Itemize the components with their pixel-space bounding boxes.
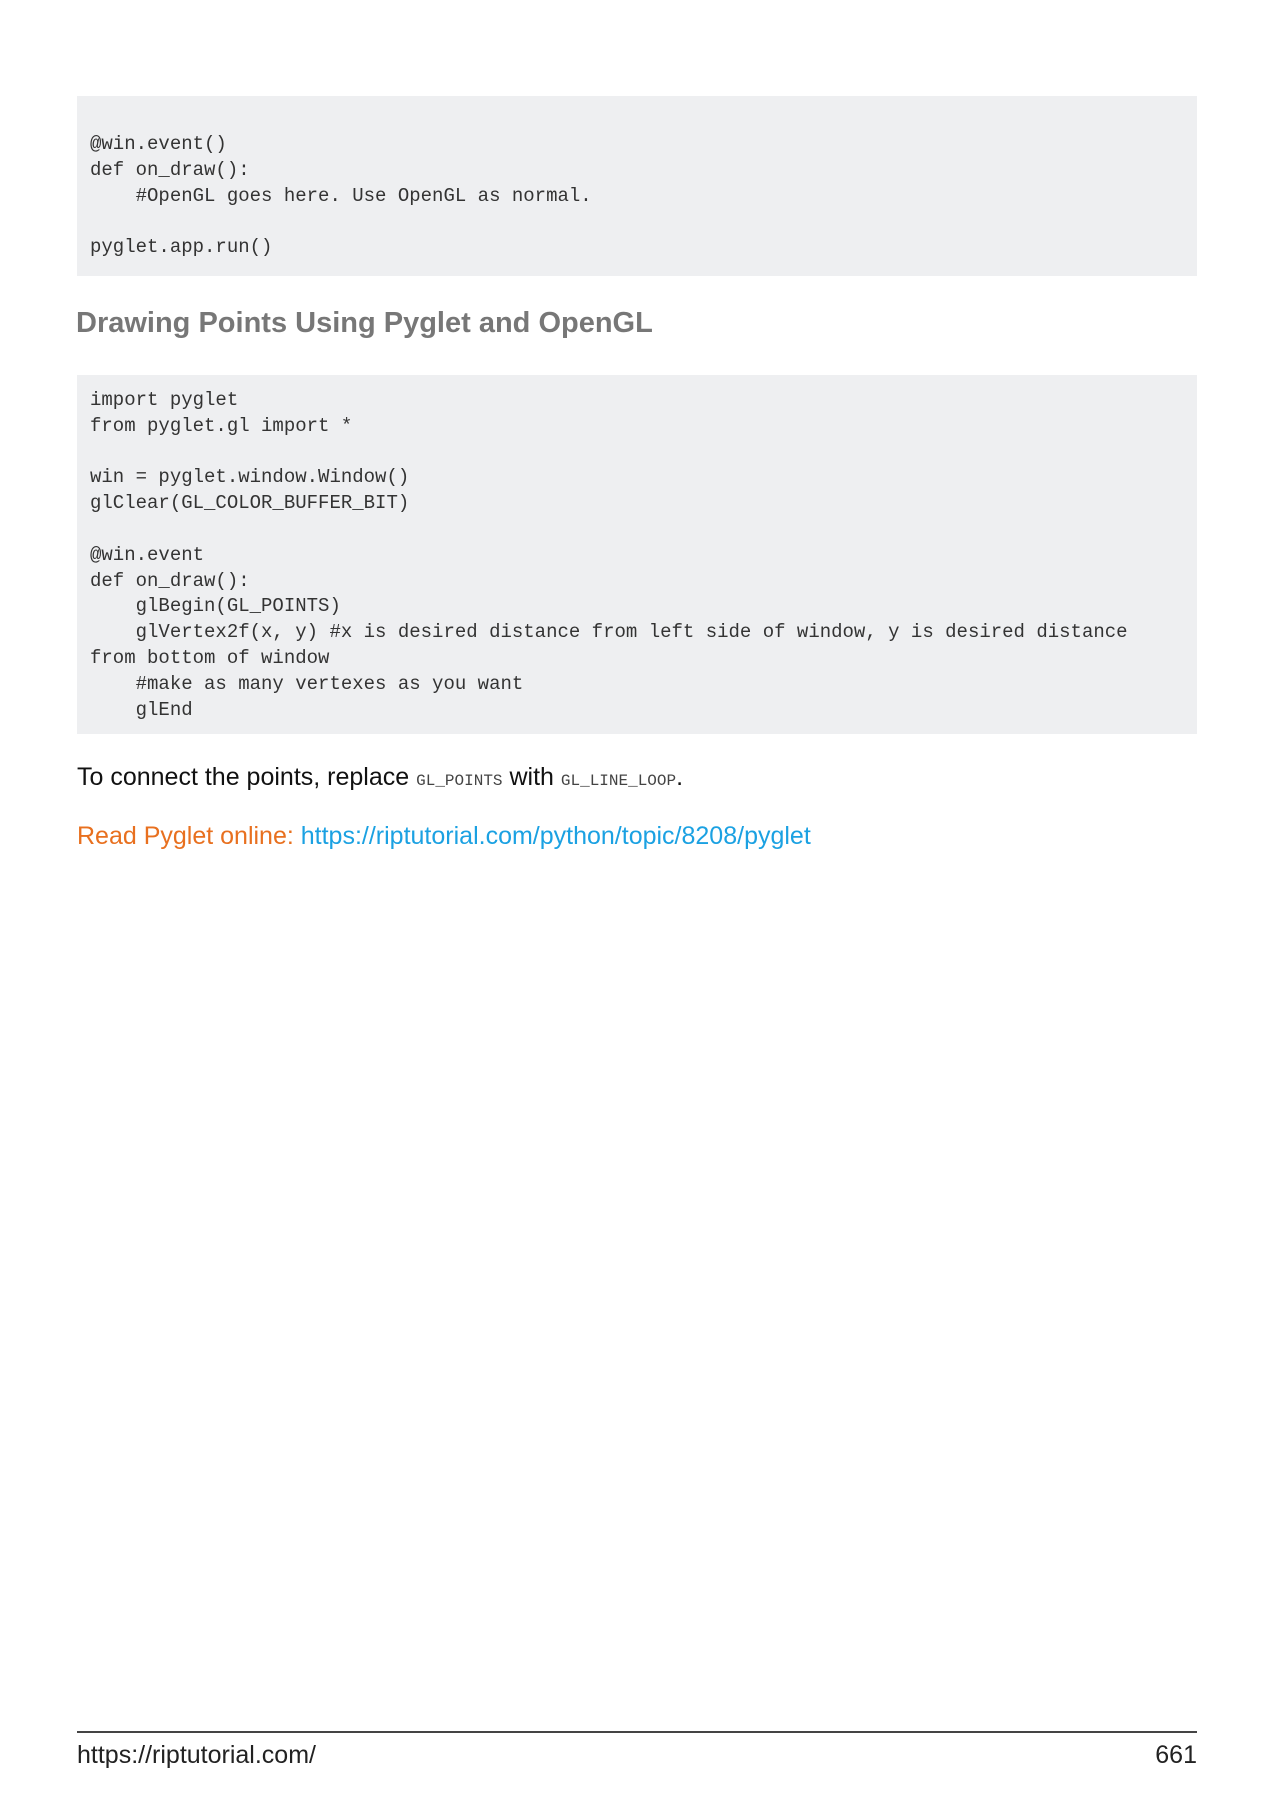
code-line (90, 209, 1184, 235)
paragraph-text: To connect the points, replace (77, 763, 417, 791)
code-line: pyglet.app.run() (90, 236, 273, 259)
code-line (90, 440, 1184, 466)
page-footer (77, 1740, 1197, 1770)
inline-code-gl-line-loop: GL_LINE_LOOP (560, 772, 677, 790)
code-line: def on_draw(): (90, 158, 250, 181)
read-online-label: Read Pyglet online: (77, 822, 301, 850)
code-listing (90, 388, 1184, 723)
read-online-line (77, 821, 811, 851)
code-line: glBegin(GL_POINTS) (90, 595, 341, 618)
code-line: def on_draw(): (90, 569, 250, 592)
code-block-drawing-points (77, 375, 1197, 734)
inline-code-gl-points: GL_POINTS (416, 772, 503, 790)
code-line: #OpenGL goes here. Use OpenGL as normal. (90, 184, 592, 207)
code-line: win = pyglet.window.Window() (90, 466, 410, 489)
page-number: 661 (1155, 1741, 1197, 1769)
code-line: @win.event() (90, 133, 227, 155)
code-line: @win.event (90, 543, 205, 566)
instruction-paragraph (77, 762, 683, 796)
code-line: glClear(GL_COLOR_BUFFER_BIT) (90, 492, 410, 515)
footer-divider (77, 1731, 1197, 1733)
code-line: #make as many vertexes as you want (90, 672, 524, 695)
code-line (90, 517, 1184, 543)
code-line: import pyglet (90, 389, 239, 411)
code-line: glVertex2f(x, y) #x is desired distance from left side of window, y is desired distance from bottom of window (90, 621, 1139, 669)
paragraph-text: with (502, 763, 561, 791)
paragraph-text: . (676, 763, 684, 791)
section-heading: Drawing Points Using Pyglet and OpenGL (76, 307, 653, 339)
code-line: glEnd (90, 698, 193, 721)
footer-site-url: https://riptutorial.com/ (77, 1741, 316, 1769)
topic-link[interactable]: https://riptutorial.com/python/topic/8208/pyglet (300, 822, 811, 850)
code-line: from pyglet.gl import * (90, 414, 353, 437)
code-listing (90, 132, 1184, 261)
code-block-window-setup (77, 96, 1197, 276)
